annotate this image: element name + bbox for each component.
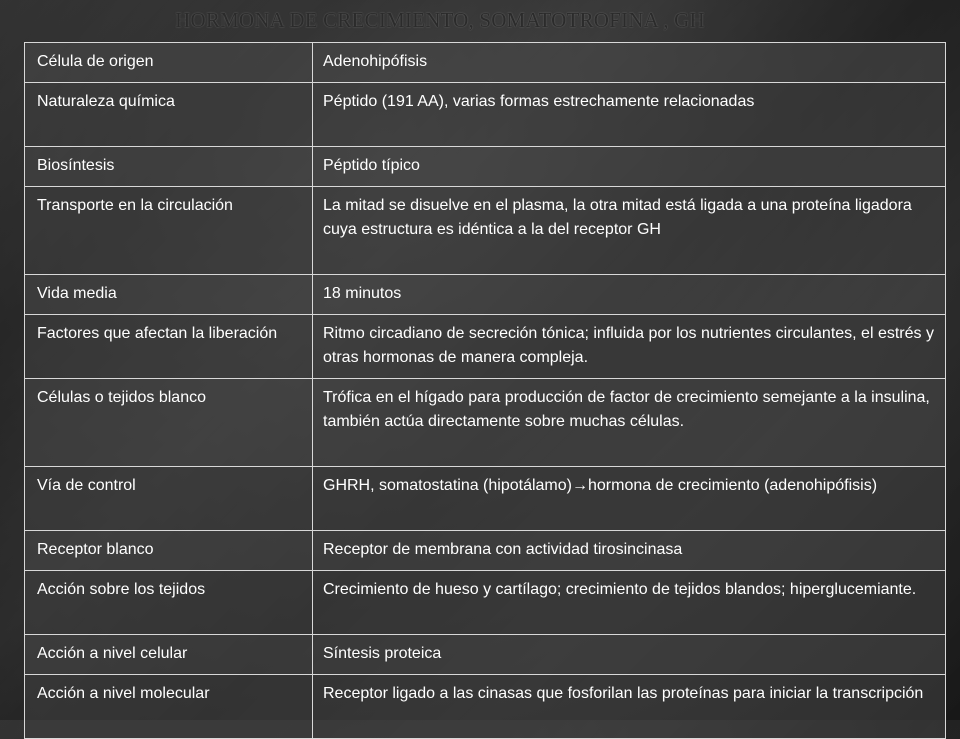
row-label: Biosíntesis <box>25 147 313 187</box>
table-row <box>25 275 946 315</box>
row-label: Naturaleza química <box>25 83 313 147</box>
row-value: Ritmo circadiano de secreción tónica; influida por los nutrientes circulantes, el estrés y otras hormonas de manera compleja. <box>313 315 946 379</box>
row-value: Síntesis proteica <box>313 635 946 675</box>
slide-title-text: HORMONA DE CRECIMIENTO, SOMATOTROFINA , GH <box>175 8 705 32</box>
row-value: Receptor ligado a las cinasas que fosforilan las proteínas para iniciar la transcripción <box>313 675 946 739</box>
table-row <box>25 315 946 379</box>
table-row <box>25 571 946 635</box>
row-value: Péptido (191 AA), varias formas estrechamente relacionadas <box>313 83 946 147</box>
row-value: Receptor de membrana con actividad tirosincinasa <box>313 531 946 571</box>
row-value: Adenohipófisis <box>313 43 946 83</box>
row-value: GHRH, somatostatina (hipotálamo)→hormona de crecimiento (adenohipófisis) <box>313 467 946 531</box>
row-label: Receptor blanco <box>25 531 313 571</box>
hormone-table-container <box>24 42 945 739</box>
table-row <box>25 675 946 739</box>
table-row <box>25 635 946 675</box>
row-label: Factores que afectan la liberación <box>25 315 313 379</box>
table-row <box>25 187 946 275</box>
table-row <box>25 379 946 467</box>
table-row <box>25 531 946 571</box>
table-row <box>25 83 946 147</box>
row-label: Acción a nivel celular <box>25 635 313 675</box>
row-label: Vida media <box>25 275 313 315</box>
row-label: Célula de origen <box>25 43 313 83</box>
table-row <box>25 147 946 187</box>
row-value: Trófica en el hígado para producción de factor de crecimiento semejante a la insulina, también actúa directamente sobre muchas células. <box>313 379 946 467</box>
row-value: 18 minutos <box>313 275 946 315</box>
table-row <box>25 43 946 83</box>
row-label: Células o tejidos blanco <box>25 379 313 467</box>
row-value: Crecimiento de hueso y cartílago; crecimiento de tejidos blandos; hiperglucemiante. <box>313 571 946 635</box>
slide-title <box>0 8 960 33</box>
hormone-table <box>24 42 946 739</box>
row-value: Péptido típico <box>313 147 946 187</box>
row-label: Acción sobre los tejidos <box>25 571 313 635</box>
table-row <box>25 467 946 531</box>
row-label: Vía de control <box>25 467 313 531</box>
row-value: La mitad se disuelve en el plasma, la otra mitad está ligada a una proteína ligadora cuya estructura es idéntica a la del receptor GH <box>313 187 946 275</box>
row-label: Acción a nivel molecular <box>25 675 313 739</box>
row-label: Transporte en la circulación <box>25 187 313 275</box>
